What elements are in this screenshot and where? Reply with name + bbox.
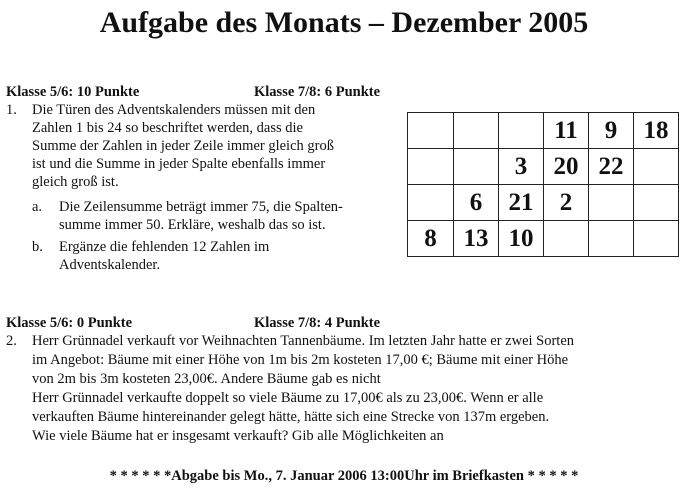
grid-cell (454, 113, 499, 149)
grid-cell (634, 221, 679, 257)
task1-line: ist und die Summe in jeder Spalte ebenfalls immer (32, 156, 326, 172)
task2-line: im Angebot: Bäume mit einer Höhe von 1m bis 2m kosteten 17,00 €; Bäume mit einer Höhe (32, 352, 569, 368)
grid-cell: 18 (634, 113, 679, 149)
task1-line: Summe der Zahlen in jeder Zeile immer gleich groß (32, 138, 334, 154)
task1-line: Zahlen 1 bis 24 so beschriftet werden, dass die (32, 120, 303, 136)
grid-cell: 8 (408, 221, 454, 257)
grid-cell: 2 (544, 185, 589, 221)
task1-points-class56: Klasse 5/6: 10 Punkte (6, 84, 140, 100)
task1b-line: Ergänze die fehlenden 12 Zahlen im (59, 239, 270, 255)
grid-cell: 21 (499, 185, 544, 221)
grid-cell (408, 149, 454, 185)
submission-deadline: * * * * * *Abgabe bis Mo., 7. Januar 2006 13:00Uhr im Briefkasten * * * * * (109, 468, 579, 484)
grid-row (408, 113, 679, 149)
grid-cell: 9 (589, 113, 634, 149)
grid-cell: 3 (499, 149, 544, 185)
grid-cell: 11 (544, 113, 589, 149)
task1a-line: summe immer 50. Erkläre, weshalb das so ist. (59, 217, 326, 233)
task2-line: verkauften Bäume hintereinander gelegt hätte, hätte sich eine Strecke von 137m ergeben. (32, 409, 550, 425)
task2-line: Wie viele Bäume hat er insgesamt verkauft? Gib alle Möglichkeiten an (32, 428, 444, 444)
grid-row (408, 185, 679, 221)
task1b-label: b. (32, 239, 43, 255)
task1-number: 1. (6, 102, 17, 118)
task1a-line: Die Zeilensumme beträgt immer 75, die Spalten- (59, 199, 343, 215)
grid-cell: 20 (544, 149, 589, 185)
grid-cell (408, 113, 454, 149)
grid-cell (408, 185, 454, 221)
grid-cell (499, 113, 544, 149)
task1-line: Die Türen des Adventskalenders müssen mit den (32, 102, 316, 118)
task1a-label: a. (32, 199, 43, 215)
task2-points-class56: Klasse 5/6: 0 Punkte (6, 315, 133, 331)
task2-line: von 2m bis 3m kosteten 23,00€. Andere Bäume gab es nicht (32, 371, 381, 387)
grid-cell (634, 185, 679, 221)
task1-points-class78: Klasse 7/8: 6 Punkte (254, 84, 381, 100)
task1b-line: Adventskalender. (59, 257, 161, 273)
page-title: Aufgabe des Monats – Dezember 2005 (99, 6, 589, 39)
grid-cell: 22 (589, 149, 634, 185)
grid-row (408, 149, 679, 185)
grid-cell: 13 (454, 221, 499, 257)
grid-cell (454, 149, 499, 185)
task2-line: Herr Grünnadel verkaufte doppelt so viele Bäume zu 17,00€ als zu 23,00€. Wenn er alle (32, 390, 544, 406)
grid-cell (544, 221, 589, 257)
task1-line: gleich groß ist. (32, 174, 119, 190)
grid-row (408, 221, 679, 257)
grid-cell: 10 (499, 221, 544, 257)
grid-cell (589, 221, 634, 257)
task2-number: 2. (6, 333, 17, 349)
task2-line: Herr Grünnadel verkauft vor Weihnachten Tannenbäume. Im letzten Jahr hatte er zwei Sorten (32, 333, 575, 349)
grid-cell (634, 149, 679, 185)
advent-calendar-grid (407, 112, 679, 257)
grid-cell (589, 185, 634, 221)
task2-points-class78: Klasse 7/8: 4 Punkte (254, 315, 381, 331)
grid-cell: 6 (454, 185, 499, 221)
